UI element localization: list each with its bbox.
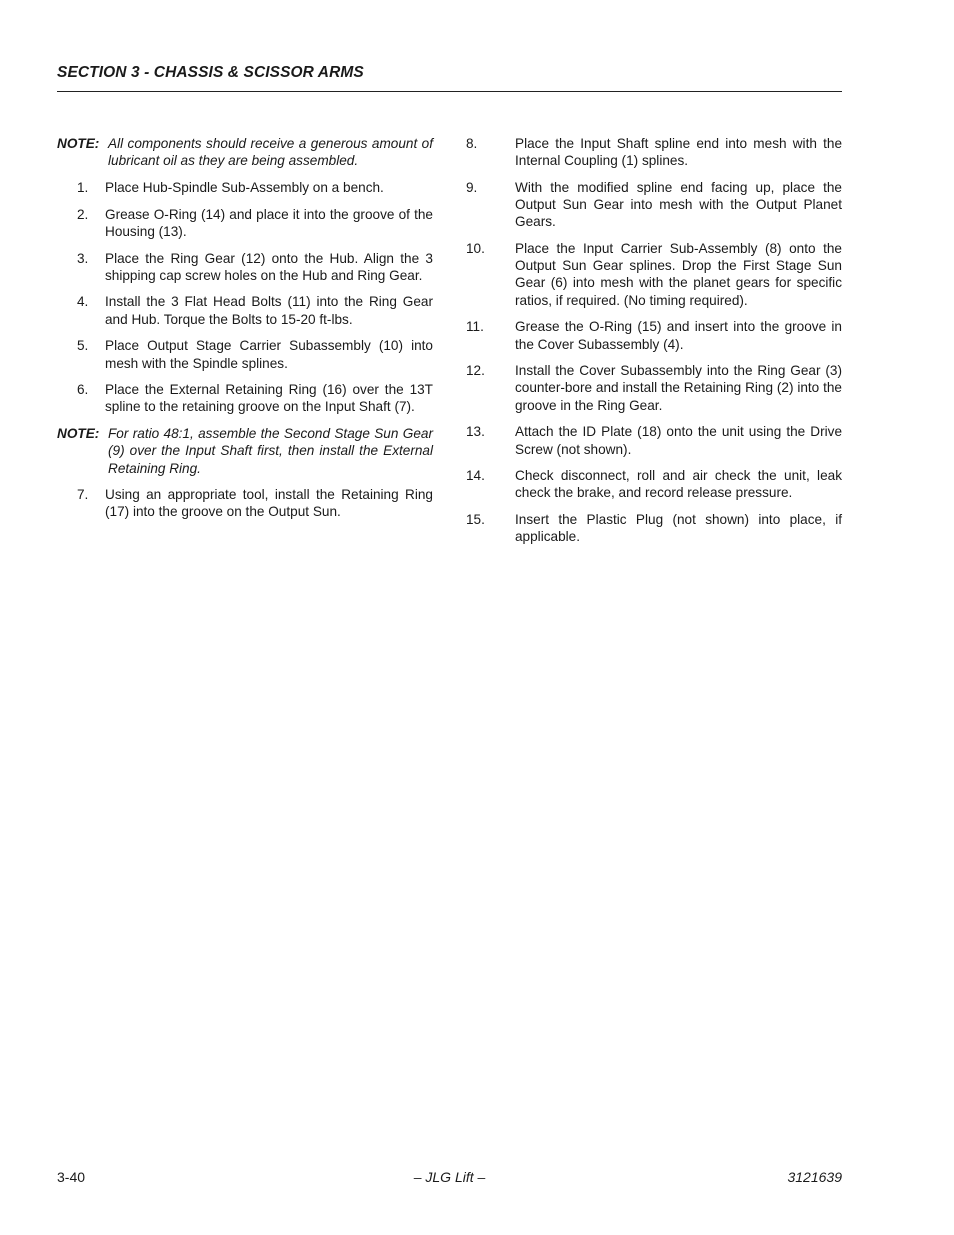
page-number: 3-40 — [57, 1169, 86, 1185]
step-number: 13. — [466, 424, 485, 440]
step-1 — [57, 179, 433, 196]
step-3 — [57, 250, 433, 284]
step-text: Place the Input Carrier Sub-Assembly (8) onto the Output Sun Gear splines. Drop the First Stage Sun Gear (6) into mesh with the planet gears for specific ratios, if required. (No timing required). — [515, 241, 842, 308]
step-8 — [466, 135, 842, 169]
page-footer — [57, 1169, 842, 1189]
step-number: 6. — [77, 382, 89, 398]
note-text: For ratio 48:1, assemble the Second Stage Sun Gear (9) over the Input Shaft first, then install the External Retaining Ring. — [108, 426, 433, 476]
step-11 — [466, 318, 842, 352]
note-text: All components should receive a generous amount of lubricant oil as they are being assembled. — [108, 136, 433, 169]
step-text: Install the 3 Flat Head Bolts (11) into the Ring Gear and Hub. Torque the Bolts to 15-20 ft-lbs. — [105, 294, 433, 327]
step-15 — [466, 511, 842, 545]
document-number: 3121639 — [787, 1169, 842, 1185]
step-number: 14. — [466, 468, 485, 484]
step-text: Attach the ID Plate (18) onto the unit using the Drive Screw (not shown). — [515, 424, 842, 457]
footer-brand: – JLG Lift – — [413, 1169, 486, 1185]
step-12 — [466, 362, 842, 414]
step-text: Insert the Plastic Plug (not shown) into place, if applicable. — [515, 512, 842, 545]
step-number: 7. — [77, 487, 89, 503]
step-number: 10. — [466, 241, 485, 257]
step-10 — [466, 240, 842, 309]
section-header — [57, 64, 842, 92]
step-number: 12. — [466, 363, 485, 379]
step-number: 4. — [77, 294, 89, 310]
step-number: 8. — [466, 136, 478, 151]
step-number: 1. — [77, 179, 89, 195]
step-2 — [57, 206, 433, 240]
left-column — [57, 135, 433, 530]
step-text: Place the Input Shaft spline end into mesh with the Internal Coupling (1) splines. — [515, 136, 842, 169]
section-title: SECTION 3 - CHASSIS & SCISSOR ARMS — [57, 64, 364, 81]
step-5 — [57, 337, 433, 371]
step-9 — [466, 179, 842, 231]
step-text: With the modified spline end facing up, place the Output Sun Gear into mesh with the Output Planet Gears. — [515, 179, 842, 230]
step-text: Using an appropriate tool, install the Retaining Ring (17) into the groove on the Output Sun. — [105, 487, 433, 520]
note-lubricant — [57, 135, 433, 169]
step-text: Place the External Retaining Ring (16) over the 13T spline to the retaining groove on the Input Shaft (7). — [105, 382, 433, 415]
step-text: Check disconnect, roll and air check the unit, leak check the brake, and record release pressure. — [515, 468, 842, 501]
step-text: Place Output Stage Carrier Subassembly (10) into mesh with the Spindle splines. — [105, 338, 433, 371]
right-column — [466, 135, 842, 555]
step-6 — [57, 381, 433, 415]
step-text: Grease O-Ring (14) and place it into the groove of the Housing (13). — [105, 206, 433, 239]
note-label: NOTE: — [57, 136, 100, 151]
step-13 — [466, 423, 842, 457]
step-number: 15. — [466, 512, 485, 528]
step-4 — [57, 293, 433, 327]
step-number: 5. — [77, 338, 89, 354]
step-number: 2. — [77, 206, 89, 222]
step-text: Install the Cover Subassembly into the Ring Gear (3) counter-bore and install the Retaining Ring (2) into the groove in the Ring Gear. — [515, 363, 842, 413]
step-number: 11. — [466, 319, 484, 335]
step-14 — [466, 467, 842, 501]
step-7 — [57, 486, 433, 520]
note-ratio — [57, 425, 433, 477]
step-text: Place the Ring Gear (12) onto the Hub. Align the 3 shipping cap screw holes on the Hub and Ring Gear. — [105, 250, 433, 283]
step-number: 3. — [77, 250, 89, 266]
step-text: Grease the O-Ring (15) and insert into the groove in the Cover Subassembly (4). — [515, 319, 842, 352]
step-number: 9. — [466, 179, 478, 195]
step-text: Place Hub-Spindle Sub-Assembly on a bench. — [105, 179, 384, 195]
note-label: NOTE: — [57, 426, 100, 442]
